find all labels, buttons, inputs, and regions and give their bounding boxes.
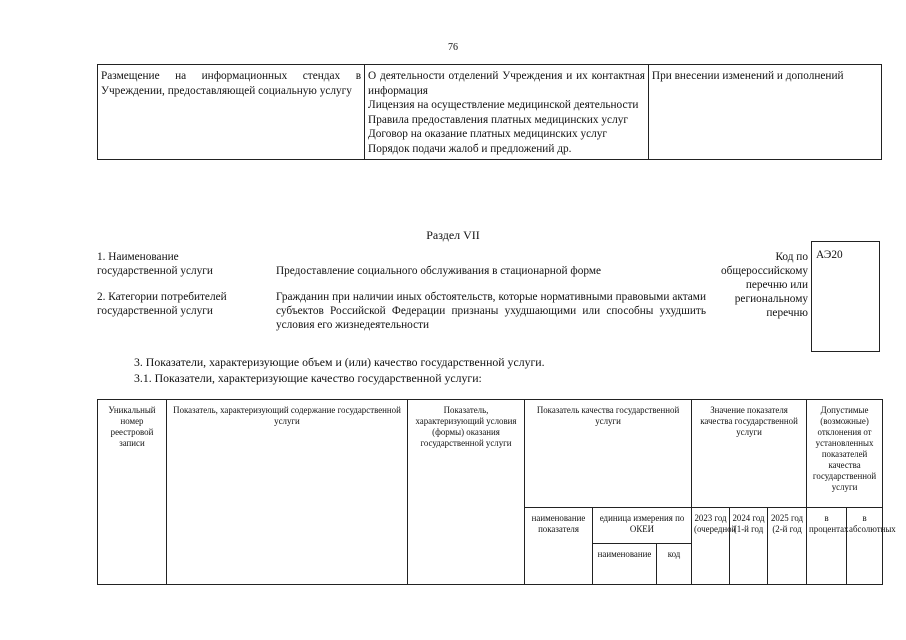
header-allowed-deviation: Допустимые (возможные) отклонения от установленных показателей качества государственной услуги xyxy=(807,400,883,508)
table-row xyxy=(98,65,882,160)
placement-method-cell: Размещение на информационных стендах в Учреждении, предоставляющей социальную услугу xyxy=(98,65,365,160)
quality-indicators-table xyxy=(97,399,896,585)
header-unique-number: Уникальный номер реестровой записи xyxy=(98,400,167,585)
update-frequency-cell: При внесении изменений и дополнений xyxy=(648,65,881,160)
header-unit-name: наименование xyxy=(593,544,657,585)
placement-content-cell xyxy=(365,65,649,160)
header-deviation-percent: в процентах xyxy=(807,508,847,585)
section-title: Раздел VII xyxy=(426,228,480,242)
quality-indicators-heading: 3.1. Показатели, характеризующие качество государственной услуги: xyxy=(134,371,482,385)
content-line: Порядок подачи жалоб и предложений др. xyxy=(368,142,572,155)
header-year-2024: 2024 год (1-й год xyxy=(730,508,768,585)
content-line: Договор на оказание платных медицинских услуг xyxy=(368,128,608,140)
header-content-indicator: Показатель, характеризующий содержание государственной услуги xyxy=(167,400,408,585)
table-row xyxy=(98,400,883,508)
content-line: О деятельности отделений Учреждения и их контактная информация xyxy=(368,70,645,97)
content-line: Правила предоставления платных медицинских услуг xyxy=(368,113,628,126)
header-quality-indicator: Показатель качества государственной услуги xyxy=(525,400,692,508)
indicators-heading: 3. Показатели, характеризующие объем и (или) качество государственной услуги. xyxy=(134,355,545,369)
content-line: Лицензия на осуществление медицинской деятельности xyxy=(368,99,639,111)
consumer-category-label: 2. Категории потребителей государственной услуги xyxy=(97,291,227,317)
header-indicator-name: наименование показателя xyxy=(525,508,593,585)
header-conditions-indicator: Показатель, характеризующий условия (формы) оказания государственной услуги xyxy=(408,400,525,585)
code-box xyxy=(811,241,880,352)
page-number: 76 xyxy=(448,42,458,53)
consumer-category-value: Гражданин при наличии иных обстоятельств, которые нормативными правовыми актами субъектов Российской Федерации признаны ухудшающими или способны ухудшить условия его жизнедеятельности xyxy=(276,291,706,331)
header-year-2023: 2023 год (очередной xyxy=(692,508,730,585)
header-year-2025: 2025 год (2-й год xyxy=(768,508,807,585)
header-indicator-value: Значение показателя качества государственной услуги xyxy=(692,400,807,508)
service-name-label: 1. Наименование государственной услуги xyxy=(97,251,213,277)
header-unit: единица измерения по ОКЕИ xyxy=(593,508,692,544)
service-name-value: Предоставление социального обслуживания в стационарной форме xyxy=(276,265,601,277)
code-value: АЭ20 xyxy=(816,249,843,261)
header-deviation-absolute: в абсолютных xyxy=(847,508,883,585)
code-label: Код по общероссийскому перечню или региональному перечню xyxy=(721,251,808,319)
header-unit-code: код xyxy=(657,544,692,585)
info-placement-table xyxy=(97,64,882,160)
